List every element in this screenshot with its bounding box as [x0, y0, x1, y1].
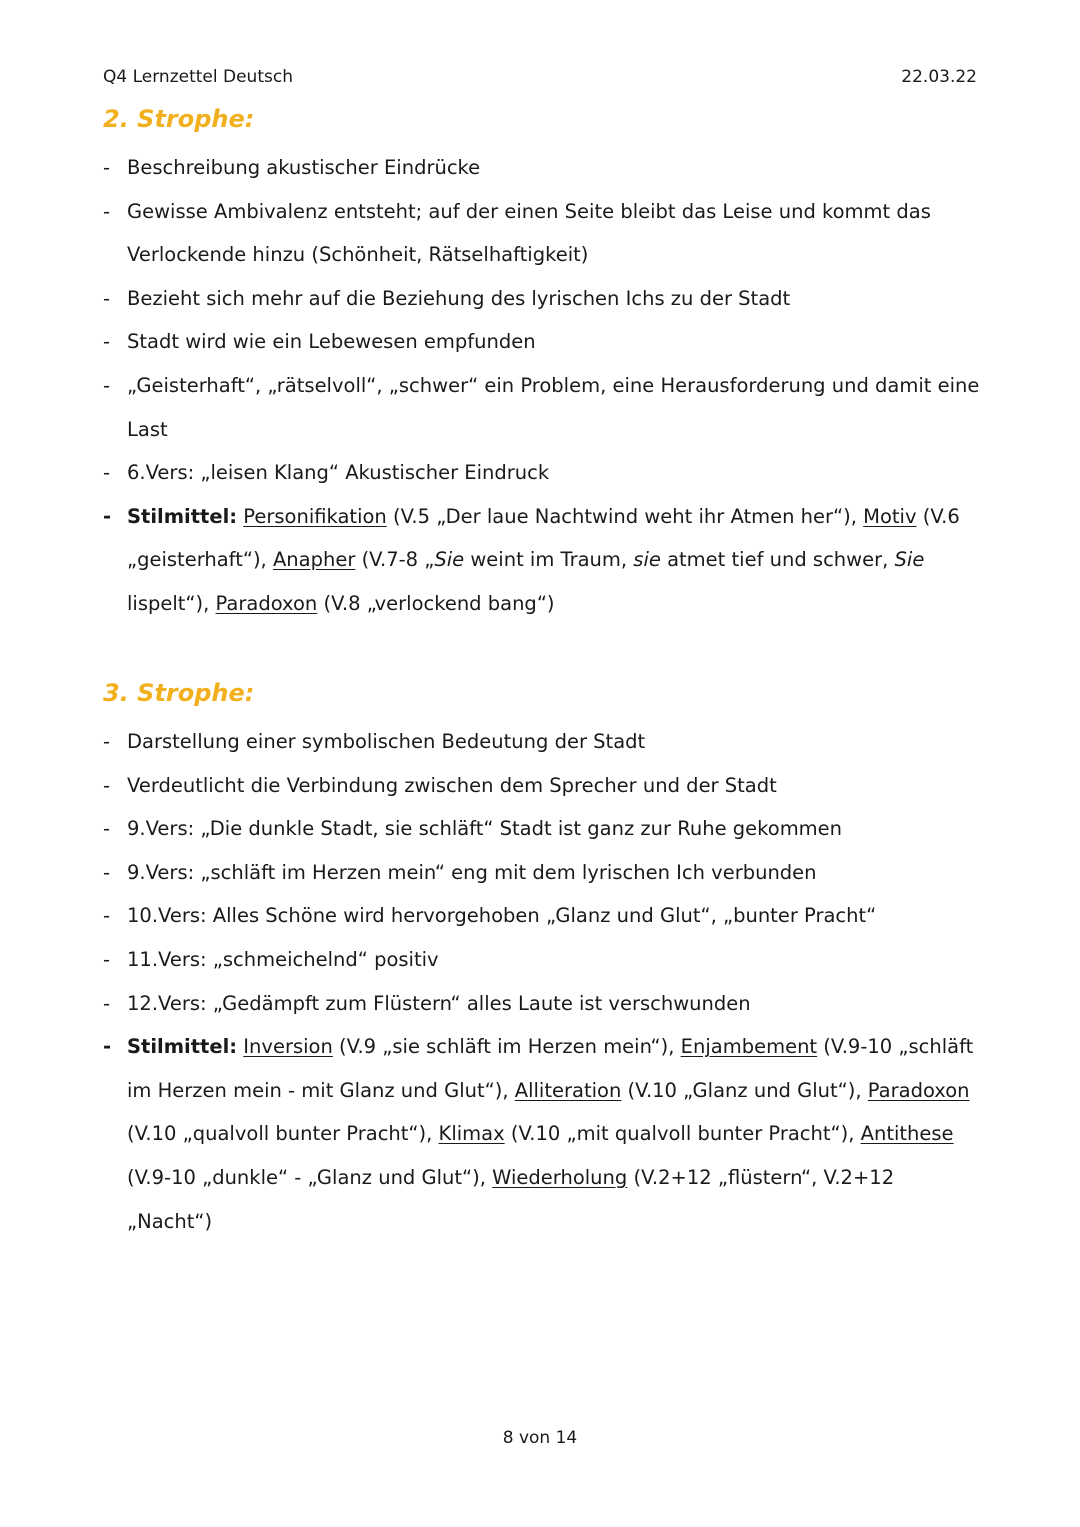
- term-example: (V.10 „Glanz und Glut“),: [621, 1078, 868, 1102]
- stilmittel-label: Stilmittel:: [127, 1035, 238, 1059]
- term-example: (V.8 „verlockend bang“): [317, 591, 555, 615]
- term-anapher: Anapher: [272, 548, 356, 572]
- stilmittel-item: [103, 495, 983, 626]
- term-example: (V.9-10 „dunkle“ - „Glanz und Glut“),: [127, 1165, 493, 1189]
- list-item: - 12.Vers: „Gedämpft zum Flüstern“ alles Laute ist verschwunden: [103, 982, 983, 1026]
- document-title: Q4 Lernzettel Deutsch: [103, 67, 293, 87]
- term-antithese: Antithese: [860, 1122, 954, 1146]
- list-item: - Bezieht sich mehr auf die Beziehung des lyrischen Ichs zu der Stadt: [103, 277, 983, 321]
- list-item: - 6.Vers: „leisen Klang“ Akustischer Eindruck: [103, 451, 983, 495]
- emphasis: Sie: [894, 548, 925, 572]
- term-motiv: Motiv: [863, 504, 917, 528]
- list-item: - Darstellung einer symbolischen Bedeutung der Stadt: [103, 720, 983, 764]
- term-example: (V.10 „qualvoll bunter Pracht“),: [127, 1122, 439, 1146]
- list-item: - 9.Vers: „Die dunkle Stadt, sie schläft“ Stadt ist ganz zur Ruhe gekommen: [103, 807, 983, 851]
- term-example: weint im Traum,: [464, 548, 634, 572]
- emphasis: sie: [633, 548, 661, 572]
- list-item: - Stadt wird wie ein Lebewesen empfunden: [103, 320, 983, 364]
- document-date: 22.03.22: [901, 67, 977, 87]
- list-item: - Verdeutlicht die Verbindung zwischen dem Sprecher und der Stadt: [103, 764, 983, 808]
- list-item: - Beschreibung akustischer Eindrücke: [103, 146, 983, 190]
- term-wiederholung: Wiederholung: [492, 1165, 628, 1189]
- list-item: - 11.Vers: „schmeichelnd“ positiv: [103, 938, 983, 982]
- term-example: (V.7-8 „: [355, 548, 435, 572]
- term-example: (V.9-10 „schläft im Herzen mein - mit Glanz und Glut“),: [127, 1035, 974, 1102]
- term-inversion: Inversion: [243, 1035, 333, 1059]
- term-example: (V.10 „mit qualvoll bunter Pracht“),: [504, 1122, 861, 1146]
- term-example: (V.5 „Der laue Nachtwind weht ihr Atmen her“),: [386, 504, 864, 528]
- section-title-strophe-2: 2. Strophe:: [103, 105, 255, 133]
- list-item: - 9.Vers: „schläft im Herzen mein“ eng mit dem lyrischen Ich verbunden: [103, 851, 983, 895]
- strophe-2-list: [103, 146, 983, 626]
- term-example: (V.9 „sie schläft im Herzen mein“),: [332, 1035, 681, 1059]
- emphasis: Sie: [434, 548, 465, 572]
- term-alliteration: Alliteration: [514, 1078, 622, 1102]
- term-enjambement: Enjambement: [680, 1035, 818, 1059]
- strophe-3-list: [103, 720, 983, 1243]
- term-example: lispelt“),: [127, 591, 216, 615]
- list-item: - Gewisse Ambivalenz entsteht; auf der einen Seite bleibt das Leise und kommt das Verlockende hinzu (Schönheit, Rätselhaftigkeit): [103, 190, 983, 277]
- term-example: (V.2+12 „flüstern“, V.2+12 „Nacht“): [127, 1165, 895, 1233]
- list-item: - „Geisterhaft“, „rätselvoll“, „schwer“ ein Problem, eine Herausforderung und damit eine Last: [103, 364, 983, 451]
- list-item: - 10.Vers: Alles Schöne wird hervorgehoben „Glanz und Glut“, „bunter Pracht“: [103, 894, 983, 938]
- term-example: (V.6 „geisterhaft“),: [127, 504, 960, 572]
- term-paradoxon: Paradoxon: [215, 591, 318, 615]
- stilmittel-label: Stilmittel:: [127, 504, 238, 528]
- page-number: 8 von 14: [502, 1428, 578, 1448]
- term-example: atmet tief und schwer,: [660, 548, 895, 572]
- stilmittel-item: [103, 1025, 983, 1243]
- term-paradoxon: Paradoxon: [867, 1078, 970, 1102]
- term-personifikation: Personifikation: [243, 504, 387, 528]
- section-title-strophe-3: 3. Strophe:: [103, 679, 255, 707]
- term-klimax: Klimax: [438, 1122, 505, 1146]
